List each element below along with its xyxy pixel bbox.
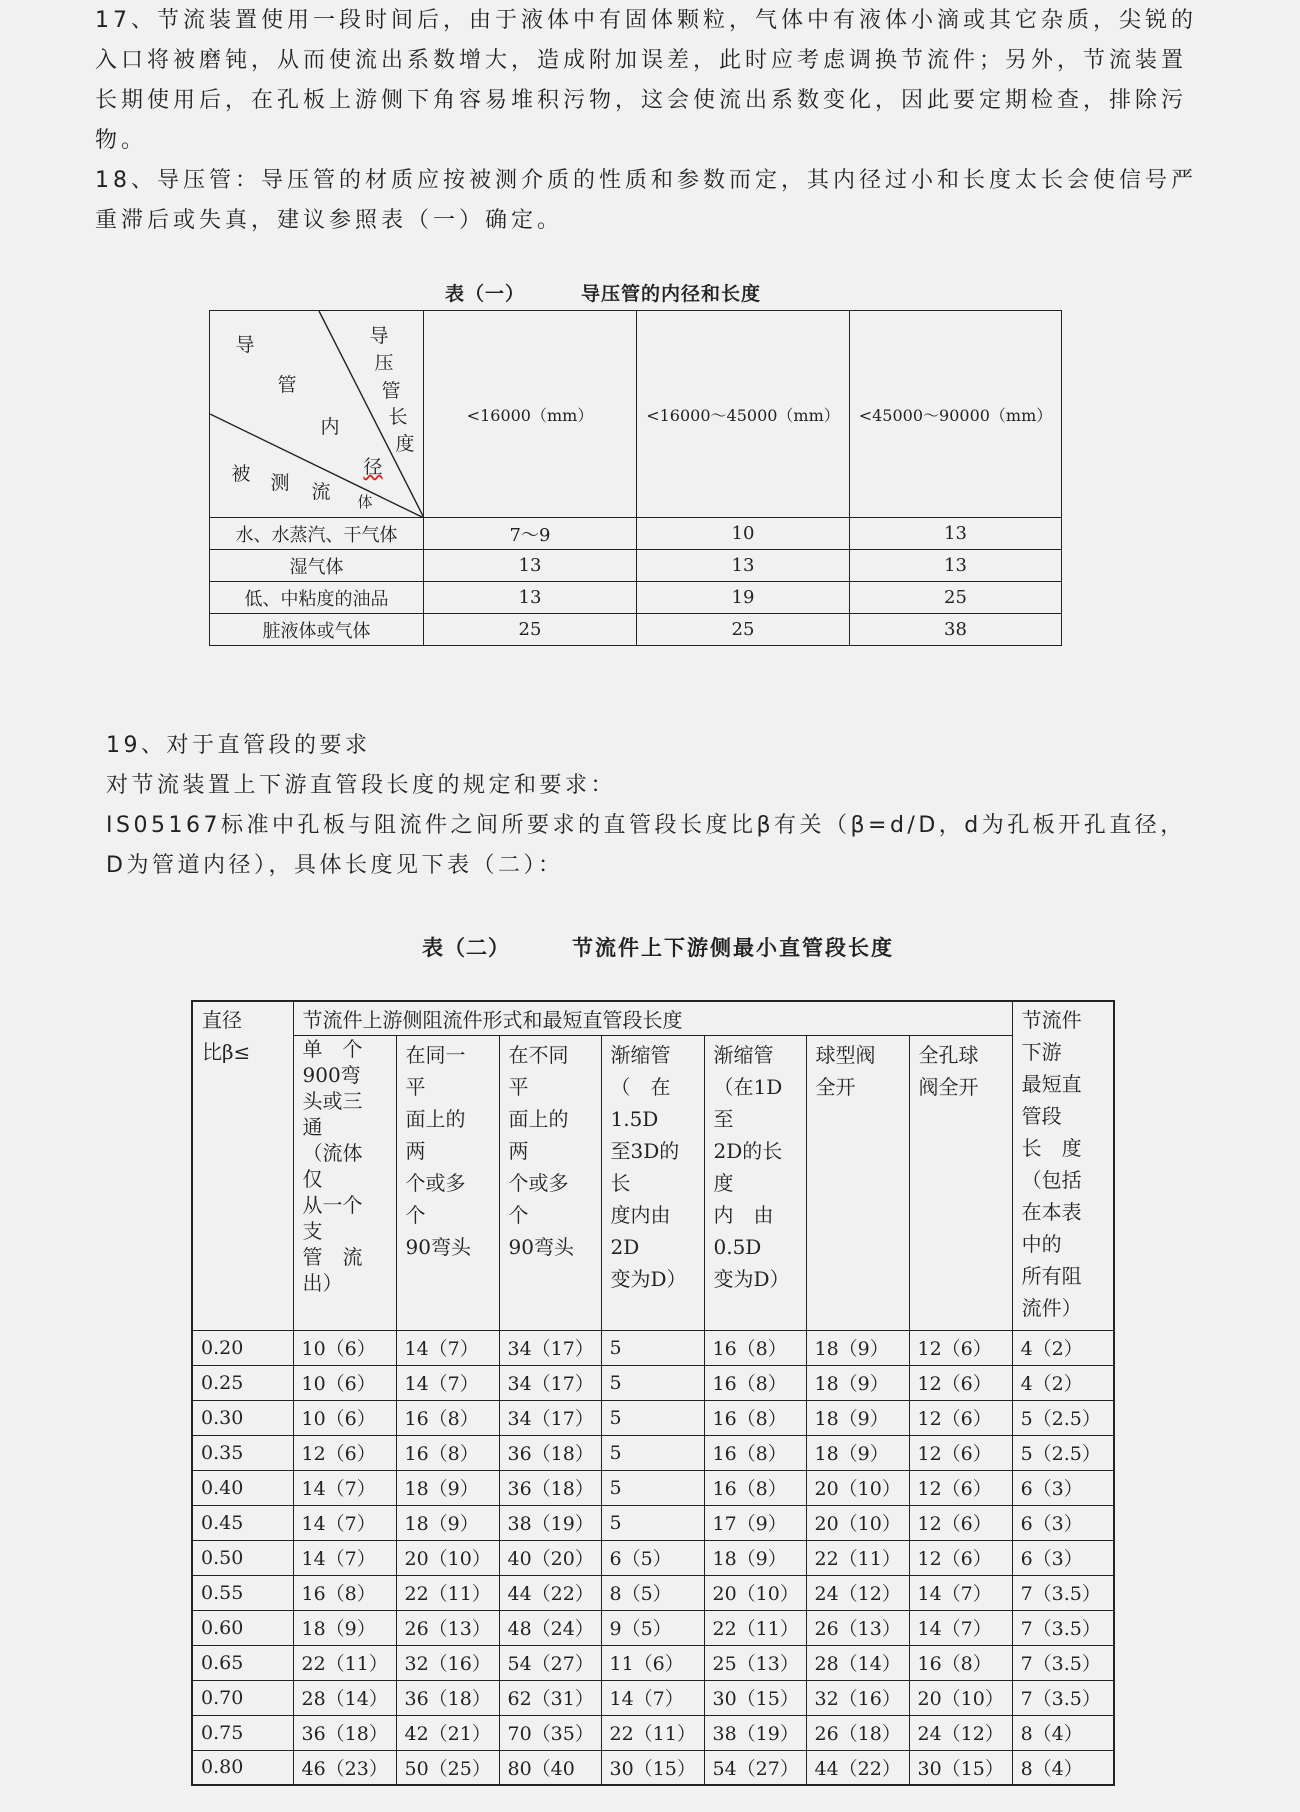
table1-value-cell: 7～9 bbox=[424, 518, 637, 550]
table2-ratio-cell: 0.45 bbox=[192, 1505, 293, 1540]
pipe-length-char: 长 bbox=[388, 406, 408, 428]
table2-length-cell: 12（6） bbox=[909, 1365, 1012, 1400]
table2-length-cell: 34（17） bbox=[499, 1365, 601, 1400]
table2-length-cell: 54（27） bbox=[499, 1645, 601, 1680]
table2-length-cell: 36（18） bbox=[396, 1680, 499, 1715]
table2-length-cell: 20（10） bbox=[806, 1505, 909, 1540]
table2-length-cell: 14（7） bbox=[909, 1610, 1012, 1645]
table2-length-cell: 10（6） bbox=[293, 1400, 396, 1435]
table2-ratio-cell: 0.80 bbox=[192, 1750, 293, 1785]
table2-row bbox=[192, 1330, 1114, 1365]
table2-length-cell: 16（8） bbox=[704, 1470, 806, 1505]
inner-diameter-char: 径 bbox=[363, 456, 383, 478]
table1-value-cell: 13 bbox=[850, 518, 1062, 550]
table2-length-cell: 10（6） bbox=[293, 1365, 396, 1400]
table2-length-cell: 5 bbox=[601, 1400, 704, 1435]
table2-length-cell: 18（9） bbox=[806, 1435, 909, 1470]
table2-length-cell: 16（8） bbox=[704, 1400, 806, 1435]
table2-ratio-cell: 0.30 bbox=[192, 1400, 293, 1435]
table2-length-cell: 38（19） bbox=[499, 1505, 601, 1540]
table2-length-cell: 18（9） bbox=[806, 1400, 909, 1435]
table2-length-cell: 20（10） bbox=[704, 1575, 806, 1610]
table2-length-cell: 14（7） bbox=[396, 1330, 499, 1365]
paragraph-line: D为管道内径），具体长度见下表（二）： bbox=[106, 853, 564, 878]
table2-length-cell: 50（25） bbox=[396, 1750, 499, 1785]
table2-length-cell: 6（3） bbox=[1012, 1470, 1114, 1505]
table2-length-cell: 44（22） bbox=[499, 1575, 601, 1610]
table2-ratio-cell: 0.60 bbox=[192, 1610, 293, 1645]
paragraph-line: 长期使用后，在孔板上游侧下角容易堆积污物，这会使流出系数变化，因此要定期检查，排除污 bbox=[95, 88, 1188, 113]
table2-length-cell: 22（11） bbox=[396, 1575, 499, 1610]
table2-length-cell: 12（6） bbox=[909, 1435, 1012, 1470]
table2-length-cell: 12（6） bbox=[909, 1505, 1012, 1540]
table2-length-cell: 80（40 bbox=[499, 1750, 601, 1785]
table2-ratio-cell: 0.35 bbox=[192, 1435, 293, 1470]
table2-row bbox=[192, 1365, 1114, 1400]
table1-title-text: 导压管的内径和长度 bbox=[581, 283, 762, 305]
table2-length-cell: 20（10） bbox=[806, 1470, 909, 1505]
medium-char: 被 bbox=[231, 463, 251, 485]
table2-length-cell: 42（21） bbox=[396, 1715, 499, 1750]
paragraph-18 bbox=[95, 161, 1208, 241]
table2-length-cell: 6（5） bbox=[601, 1540, 704, 1575]
table2-subheader: 在不同 平 面上的 两 个或多 个 90弯头 bbox=[499, 1035, 601, 1330]
table1-medium-cell: 水、水蒸汽、干气体 bbox=[210, 518, 424, 550]
table2-row bbox=[192, 1750, 1114, 1785]
table2-length-cell: 24（12） bbox=[806, 1575, 909, 1610]
table2-length-cell: 26（13） bbox=[396, 1610, 499, 1645]
table2-length-cell: 22（11） bbox=[806, 1540, 909, 1575]
table2-length-cell: 12（6） bbox=[909, 1540, 1012, 1575]
table2-length-cell: 36（18） bbox=[499, 1470, 601, 1505]
table2-length-cell: 18（9） bbox=[293, 1610, 396, 1645]
table2-length-cell: 5 bbox=[601, 1330, 704, 1365]
table2-subheader: 渐缩管 （ 在 1.5D 至3D的 长 度内由 2D 变为D） bbox=[601, 1035, 704, 1330]
table2-length-cell: 18（9） bbox=[396, 1470, 499, 1505]
paragraph-line: 重滞后或失真，建议参照表（一）确定。 bbox=[95, 208, 564, 233]
table1-value-cell: 13 bbox=[424, 582, 637, 614]
table2-length-cell: 25（13） bbox=[704, 1645, 806, 1680]
table1-row bbox=[210, 518, 1062, 550]
table1-value-cell: 10 bbox=[637, 518, 850, 550]
table2-length-cell: 18（9） bbox=[396, 1505, 499, 1540]
table2-length-cell: 8（5） bbox=[601, 1575, 704, 1610]
table2-length-cell: 12（6） bbox=[293, 1435, 396, 1470]
diagonal-header-box bbox=[210, 311, 424, 517]
pipe-length-char: 导 bbox=[369, 325, 389, 347]
table1-value-cell: 38 bbox=[850, 614, 1062, 646]
table1-column-header: <16000（mm） bbox=[424, 311, 637, 518]
table1-title-label: 表（一） bbox=[445, 283, 526, 305]
table1-column-header: <45000～90000（mm） bbox=[850, 311, 1062, 518]
table1-column-header: <16000～45000（mm） bbox=[637, 311, 850, 518]
paragraph-17 bbox=[95, 1, 1208, 161]
table2-length-cell: 5 bbox=[601, 1505, 704, 1540]
table2-row bbox=[192, 1575, 1114, 1610]
table2-ratio-cell: 0.65 bbox=[192, 1645, 293, 1680]
table2-length-cell: 32（16） bbox=[396, 1645, 499, 1680]
table1-value-cell: 25 bbox=[424, 614, 637, 646]
table2-length-cell: 16（8） bbox=[909, 1645, 1012, 1680]
table2-length-cell: 12（6） bbox=[909, 1330, 1012, 1365]
paragraph-line: 19、对于直管段的要求 bbox=[106, 733, 371, 758]
table2-ratio-cell: 0.75 bbox=[192, 1715, 293, 1750]
table2-ratio-cell: 0.55 bbox=[192, 1575, 293, 1610]
table2-length-cell: 20（10） bbox=[909, 1680, 1012, 1715]
table2-subheader: 单 个 900弯 头或三 通 （流体 仅 从一个 支 管 流 出） bbox=[293, 1035, 396, 1330]
table2-length-cell: 12（6） bbox=[909, 1400, 1012, 1435]
table2-ratio-cell: 0.25 bbox=[192, 1365, 293, 1400]
table2-length-cell: 16（8） bbox=[293, 1575, 396, 1610]
table1 bbox=[209, 310, 1062, 646]
table2-length-cell: 18（9） bbox=[704, 1540, 806, 1575]
table2-length-cell: 34（17） bbox=[499, 1400, 601, 1435]
table2-length-cell: 14（7） bbox=[293, 1505, 396, 1540]
table2-row bbox=[192, 1470, 1114, 1505]
table1-value-cell: 25 bbox=[850, 582, 1062, 614]
table2-group-header: 节流件上游侧阻流件形式和最短直管段长度 bbox=[293, 1001, 1012, 1035]
table2-title-text: 节流件上下游侧最小直管段长度 bbox=[572, 935, 894, 960]
table2-length-cell: 12（6） bbox=[909, 1470, 1012, 1505]
table1-value-cell: 13 bbox=[637, 550, 850, 582]
inner-diameter-char: 管 bbox=[277, 374, 297, 396]
table2-length-cell: 17（9） bbox=[704, 1505, 806, 1540]
table2-length-cell: 11（6） bbox=[601, 1645, 704, 1680]
table2-subheader: 全孔球 阀全开 bbox=[909, 1035, 1012, 1330]
paragraph-line: 对节流装置上下游直管段长度的规定和要求： bbox=[106, 773, 617, 798]
table2-length-cell: 36（18） bbox=[499, 1435, 601, 1470]
medium-char: 流 bbox=[311, 481, 331, 503]
table2-subheader: 球型阀 全开 bbox=[806, 1035, 909, 1330]
table2-row bbox=[192, 1505, 1114, 1540]
table2-header-row bbox=[192, 1001, 1114, 1035]
pipe-length-char: 压 bbox=[374, 352, 394, 374]
table2-length-cell: 14（7） bbox=[293, 1470, 396, 1505]
table2-length-cell: 28（14） bbox=[806, 1645, 909, 1680]
table2-length-cell: 14（7） bbox=[601, 1680, 704, 1715]
paragraph-line: 物。 bbox=[95, 128, 148, 153]
table2-length-cell: 4（2） bbox=[1012, 1365, 1114, 1400]
table1-medium-cell: 低、中粘度的油品 bbox=[210, 582, 424, 614]
paragraph-line: 入口将被磨钝，从而使流出系数增大，造成附加误差，此时应考虑调换节流件；另外，节流装置 bbox=[95, 48, 1188, 73]
table2-row bbox=[192, 1610, 1114, 1645]
table2-length-cell: 16（8） bbox=[396, 1400, 499, 1435]
table2-length-cell: 54（27） bbox=[704, 1750, 806, 1785]
table2-length-cell: 48（24） bbox=[499, 1610, 601, 1645]
table1-row bbox=[210, 550, 1062, 582]
table1-row bbox=[210, 614, 1062, 646]
table2-length-cell: 8（4） bbox=[1012, 1715, 1114, 1750]
table2-length-cell: 14（7） bbox=[293, 1540, 396, 1575]
table2-length-cell: 14（7） bbox=[396, 1365, 499, 1400]
table1-value-cell: 13 bbox=[850, 550, 1062, 582]
table2-length-cell: 6（3） bbox=[1012, 1540, 1114, 1575]
table2-length-cell: 7（3.5） bbox=[1012, 1610, 1114, 1645]
table2-length-cell: 6（3） bbox=[1012, 1505, 1114, 1540]
table2-subheader: 在同一 平 面上的 两 个或多 个 90弯头 bbox=[396, 1035, 499, 1330]
table2-length-cell: 16（8） bbox=[704, 1330, 806, 1365]
table1-value-cell: 25 bbox=[637, 614, 850, 646]
table2-length-cell: 22（11） bbox=[704, 1610, 806, 1645]
table2-length-cell: 30（15） bbox=[909, 1750, 1012, 1785]
table2-length-cell: 10（6） bbox=[293, 1330, 396, 1365]
table2-title-label: 表（二） bbox=[422, 935, 510, 960]
table2-length-cell: 5 bbox=[601, 1365, 704, 1400]
table2-length-cell: 36（18） bbox=[293, 1715, 396, 1750]
table2-length-cell: 7（3.5） bbox=[1012, 1645, 1114, 1680]
table2-length-cell: 4（2） bbox=[1012, 1330, 1114, 1365]
table2-length-cell: 20（10） bbox=[396, 1540, 499, 1575]
table2-ratio-cell: 0.20 bbox=[192, 1330, 293, 1365]
table1-medium-cell: 湿气体 bbox=[210, 550, 424, 582]
table2-row bbox=[192, 1715, 1114, 1750]
pipe-length-char: 管 bbox=[381, 380, 401, 402]
table2-length-cell: 5 bbox=[601, 1470, 704, 1505]
medium-char: 测 bbox=[270, 472, 290, 494]
table2-ratio-cell: 0.40 bbox=[192, 1470, 293, 1505]
table2-length-cell: 30（15） bbox=[704, 1680, 806, 1715]
table2-length-cell: 16（8） bbox=[704, 1435, 806, 1470]
table2-length-cell: 26（13） bbox=[806, 1610, 909, 1645]
table2-length-cell: 7（3.5） bbox=[1012, 1575, 1114, 1610]
table2-length-cell: 14（7） bbox=[909, 1575, 1012, 1610]
table1-value-cell: 19 bbox=[637, 582, 850, 614]
table2 bbox=[191, 1000, 1115, 1786]
table2-downstream-header: 节流件 下游 最短直 管段 长 度 （包括 在本表 中的 所有阻 流件） bbox=[1012, 1001, 1114, 1330]
table2-length-cell: 30（15） bbox=[601, 1750, 704, 1785]
table2-row bbox=[192, 1680, 1114, 1715]
table2-length-cell: 16（8） bbox=[396, 1435, 499, 1470]
paragraph-line: IS05167标准中孔板与阻流件之间所要求的直管段长度比β有关（β=d/D，d为孔板开孔直径， bbox=[106, 813, 1186, 838]
table2-length-cell: 9（5） bbox=[601, 1610, 704, 1645]
table2-length-cell: 28（14） bbox=[293, 1680, 396, 1715]
table2-length-cell: 70（35） bbox=[499, 1715, 601, 1750]
table2-length-cell: 46（23） bbox=[293, 1750, 396, 1785]
table2-length-cell: 5（2.5） bbox=[1012, 1400, 1114, 1435]
table1-diagonal-header bbox=[210, 311, 424, 518]
table2-row bbox=[192, 1540, 1114, 1575]
inner-diameter-char: 导 bbox=[235, 334, 255, 356]
table2-length-cell: 62（31） bbox=[499, 1680, 601, 1715]
table2-length-cell: 16（8） bbox=[704, 1365, 806, 1400]
pipe-length-char: 度 bbox=[395, 433, 415, 455]
table2-ratio-header: 直径 比β≤ bbox=[192, 1001, 293, 1330]
table2-length-cell: 7（3.5） bbox=[1012, 1680, 1114, 1715]
table2-length-cell: 24（12） bbox=[909, 1715, 1012, 1750]
table1-value-cell: 13 bbox=[424, 550, 637, 582]
table2-length-cell: 18（9） bbox=[806, 1330, 909, 1365]
table2-length-cell: 44（22） bbox=[806, 1750, 909, 1785]
paragraph-line: 17、节流装置使用一段时间后，由于液体中有固体颗粒，气体中有液体小滴或其它杂质，尖锐的 bbox=[95, 8, 1197, 33]
table2-length-cell: 32（16） bbox=[806, 1680, 909, 1715]
table2-length-cell: 38（19） bbox=[704, 1715, 806, 1750]
medium-char: 体 bbox=[357, 493, 373, 511]
table2-ratio-cell: 0.70 bbox=[192, 1680, 293, 1715]
table2-ratio-cell: 0.50 bbox=[192, 1540, 293, 1575]
table2-length-cell: 18（9） bbox=[806, 1365, 909, 1400]
table2-length-cell: 5（2.5） bbox=[1012, 1435, 1114, 1470]
table2-length-cell: 22（11） bbox=[293, 1645, 396, 1680]
table2-length-cell: 5 bbox=[601, 1435, 704, 1470]
table2-subheader-row bbox=[192, 1035, 1114, 1330]
table2-row bbox=[192, 1400, 1114, 1435]
inner-diameter-char: 内 bbox=[320, 416, 340, 438]
table2-subheader: 渐缩管 （在1D 至 2D的长 度 内 由 0.5D 变为D） bbox=[704, 1035, 806, 1330]
table2-length-cell: 8（4） bbox=[1012, 1750, 1114, 1785]
paragraph-19 bbox=[106, 726, 1226, 886]
table2-row bbox=[192, 1435, 1114, 1470]
table2-length-cell: 26（18） bbox=[806, 1715, 909, 1750]
table1-row bbox=[210, 582, 1062, 614]
table2-length-cell: 34（17） bbox=[499, 1330, 601, 1365]
table2-row bbox=[192, 1645, 1114, 1680]
table2-length-cell: 40（20） bbox=[499, 1540, 601, 1575]
paragraph-line: 18、导压管：导压管的材质应按被测介质的性质和参数而定，其内径过小和长度太长会使信号严 bbox=[95, 168, 1197, 193]
table1-medium-cell: 脏液体或气体 bbox=[210, 614, 424, 646]
table2-length-cell: 22（11） bbox=[601, 1715, 704, 1750]
table1-header-row bbox=[210, 311, 1062, 518]
